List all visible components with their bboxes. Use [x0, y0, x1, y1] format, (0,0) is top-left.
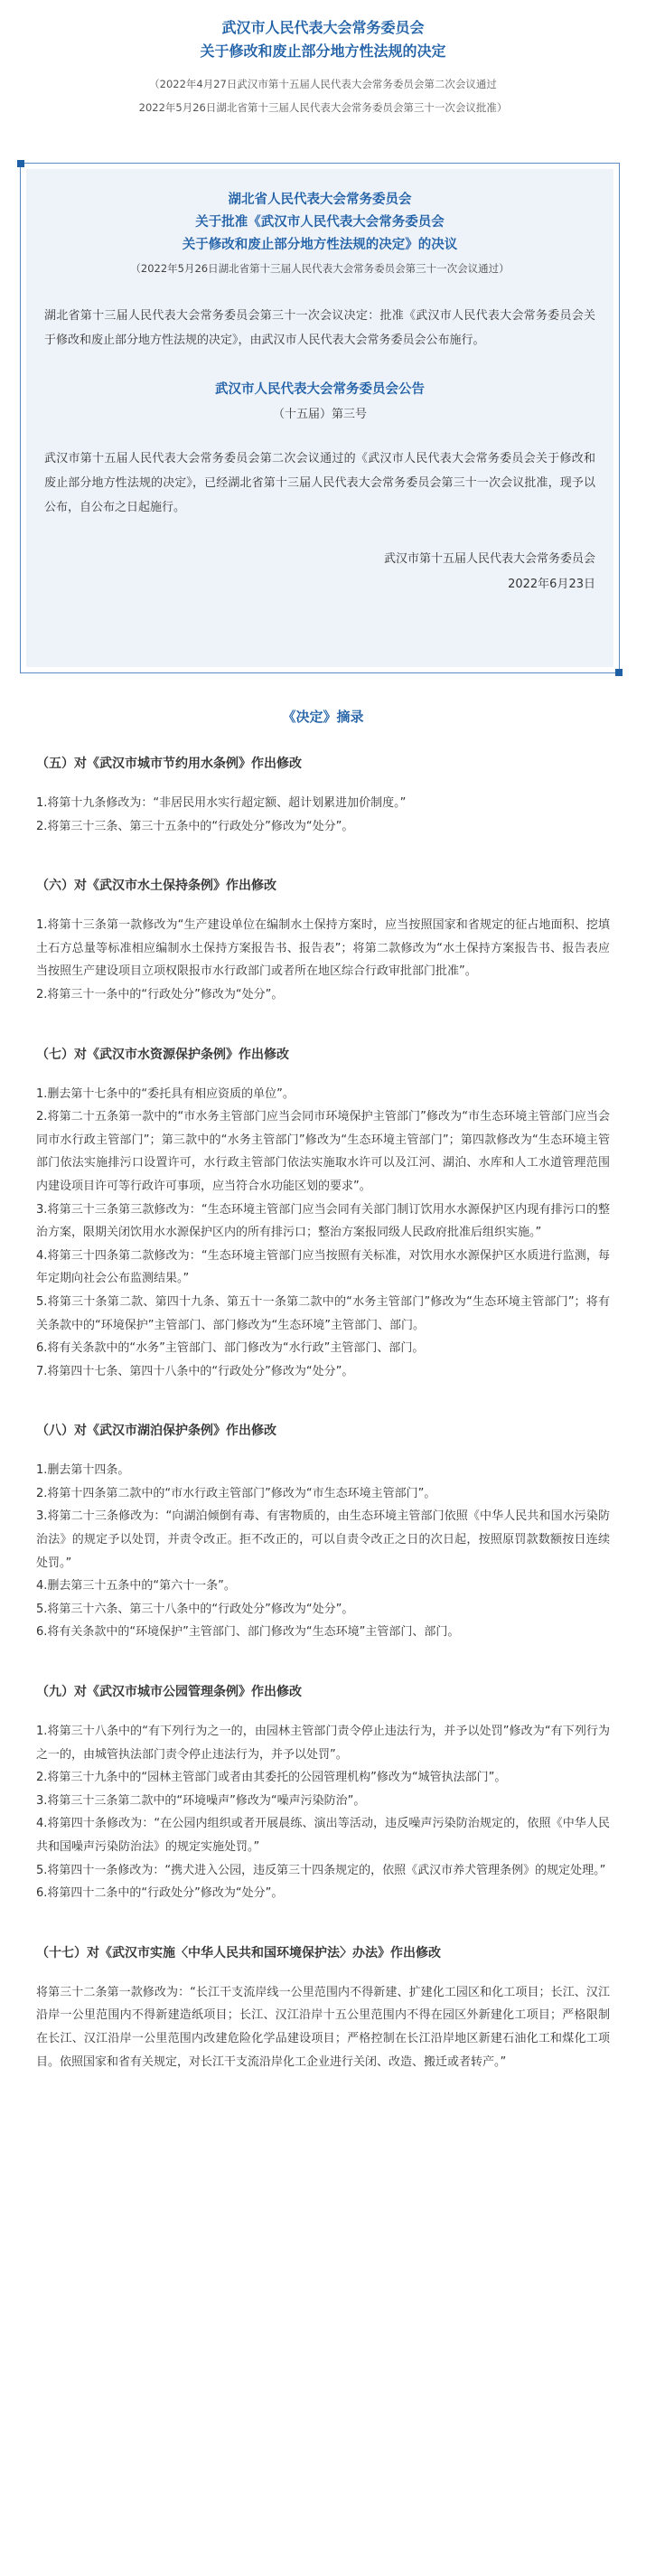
announcement-title: 武汉市人民代表大会常务委员会公告: [215, 382, 425, 397]
announcement-signature: 武汉市第十五届人民代表大会常务委员会: [383, 552, 595, 566]
section-9: [36, 1680, 610, 1905]
section-item: 7.将第四十七条、第四十八条中的“行政处分”修改为“处分”。: [36, 1364, 354, 1378]
section-item: 3.将第三十三条第三款修改为：“生态环境主管部门应当会同有关部门制订饮用水水源保护区内现有排污口的整治方案，限期关闭饮用水水源保护区内的所有排污口；整治方案报同级人民政府批准后组织实施。”: [36, 1202, 610, 1240]
section-item: 3.将第三十三条第二款中的“环境噪声”修改为“噪声污染防治”。: [36, 1793, 366, 1808]
section-5: [36, 752, 610, 838]
document-header: [0, 0, 646, 119]
section-item: 5.将第三十条第二款、第四十九条、第五十一条第二款中的“水务主管部门”修改为“生态环境主管部门”；将有关条款中的“环境保护”主管部门、部门修改为“生态环境”主管部门、部门。: [36, 1294, 610, 1332]
section-item: 2.将第三十三条、第三十五条中的“行政处分”修改为“处分”。: [36, 819, 354, 833]
section-item: 6.将有关条款中的“环境保护”主管部门、部门修改为“生态环境”主管部门、部门。: [36, 1625, 460, 1640]
announcement-number: （十五届）第三号: [272, 408, 367, 421]
section-item: 2.将第二十五条第一款中的“市水务主管部门应当会同市环境保护主管部门”修改为“市生态环境主管部门应当会同市水行政主管部门”；第三款中的“水务主管部门”修改为“生态环境主管部门”；第四款修改为“生态环境主管部门依法实施排污口设置许可，水行政主管部门依法实施取水许可以及江河、湖泊、水库和人工水道管理范围内建设项目许可等行政许可事项，应当符合水功能区划的要求”。: [36, 1110, 610, 1193]
section-item: 1.将第三十八条中的“有下列行为之一的，由园林主管部门责令停止违法行为，并予以处罚”修改为“有下列行为之一的，由城管执法部门责令停止违法行为，并予以处罚”。: [36, 1725, 610, 1762]
section-title: （五）对《武汉市城市节约用水条例》作出修改: [36, 757, 302, 771]
resolution-note: （2022年5月26日湖北省第十三届人民代表大会常务委员会第三十一次会议通过）: [130, 262, 510, 275]
section-item: 2.将第三十九条中的“园林主管部门或者由其委托的公园管理机构”修改为“城管执法部门”。: [36, 1771, 507, 1785]
announcement-paragraph: 武汉市第十五届人民代表大会常务委员会第二次会议通过的《武汉市人民代表大会常务委员会关于修改和废止部分地方性法规的决定》，已经湖北省第十三届人民代表大会常务委员会第三十一次会议批准，现予以公布，自公布之日起施行。: [44, 452, 595, 514]
section-item: 2.将第三十一条中的“行政处分”修改为“处分”。: [36, 987, 284, 1001]
section-item: 将第三十二条第一款修改为：“长江干支流岸线一公里范围内不得新建、扩建化工园区和化工项目；长江、汉江沿岸一公里范围内不得新建造纸项目；长江、汉江沿岸十五公里范围内不得在园区外新建化工项目；严格限制在长江、汉江沿岸一公里范围内改建危险化学品建设项目；严格控制在长江沿岸地区新建石油化工和煤化工项目。依照国家和省有关规定，对长江干支流沿岸化工企业进行关闭、改造、搬迁或者转产。”: [36, 1985, 610, 2069]
section-item: 4.将第三十四条第二款修改为：“生态环境主管部门应当按照有关标准，对饮用水水源保护区水质进行监测，每年定期向社会公布监测结果。”: [36, 1248, 610, 1286]
resolution-title-line-2: 关于批准《武汉市人民代表大会常务委员会: [195, 215, 445, 230]
section-item: 4.将第四十条修改为：“在公园内组织或者开展晨练、演出等活动，违反噪声污染防治规定的，依照《中华人民共和国噪声污染防治法》的规定实施处罚。”: [36, 1817, 610, 1854]
resolution-paragraph: 湖北省第十三届人民代表大会常务委员会第三十一次会议决定：批准《武汉市人民代表大会常务委员会关于修改和废止部分地方性法规的决定》，由武汉市人民代表大会常务委员会公布施行。: [44, 309, 595, 347]
section-6: [36, 874, 610, 1006]
section-item: 5.将第三十六条、第三十八条中的“行政处分”修改为“处分”。: [36, 1602, 354, 1616]
section-item: 1.删去第十七条中的“委托具有相应资质的单位”。: [36, 1086, 295, 1101]
section-title: （八）对《武汉市湖泊保护条例》作出修改: [36, 1424, 276, 1439]
section-17: [36, 1941, 610, 2073]
section-title: （十七）对《武汉市实施〈中华人民共和国环境保护法〉办法》作出修改: [36, 1945, 441, 1960]
section-item: 6.将第四十二条中的“行政处分”修改为“处分”。: [36, 1886, 284, 1901]
section-item: 2.将第十四条第二款中的“市水行政主管部门”修改为“市生态环境主管部门”。: [36, 1486, 436, 1500]
section-item: 1.删去第十四条。: [36, 1463, 130, 1478]
box-corner-bottom-right: [615, 669, 623, 676]
resolution-title-line-1: 湖北省人民代表大会常务委员会: [228, 193, 412, 207]
summary-title: 《决定》摘录: [282, 709, 364, 725]
section-item: 5.将第四十一条修改为：“携犬进入公园，违反第三十四条规定的，依照《武汉市养犬管理条例》的规定处理。”: [36, 1863, 606, 1877]
section-item: 1.将第十九条修改为：“非居民用水实行超定额、超计划累进加价制度。”: [36, 796, 407, 810]
announcement-date: 2022年6月23日: [508, 578, 595, 591]
section-title: （九）对《武汉市城市公园管理条例》作出修改: [36, 1685, 302, 1700]
box-corner-top-left: [17, 160, 24, 167]
document-title-line-1: 武汉市人民代表大会常务委员会: [221, 19, 425, 36]
section-title: （七）对《武汉市水资源保护条例》作出修改: [36, 1047, 289, 1062]
resolution-title-line-3: 关于修改和废止部分地方性法规的决定》的决议: [182, 238, 458, 252]
section-8: [36, 1419, 610, 1644]
adoption-note-line-1: （2022年4月27日武汉市第十五届人民代表大会常务委员会第二次会议通过: [149, 78, 497, 90]
section-title: （六）对《武汉市水土保持条例》作出修改: [36, 879, 276, 894]
document-title-line-2: 关于修改和废止部分地方性法规的决定: [200, 42, 446, 60]
section-item: 6.将有关条款中的“水务”主管部门、部门修改为“水行政”主管部门、部门。: [36, 1341, 425, 1356]
adoption-note-line-2: 2022年5月26日湖北省第十三届人民代表大会常务委员会第三十一次会议批准）: [138, 101, 508, 114]
resolution-box: [20, 163, 620, 673]
section-item: 3.将第二十三条修改为：“向湖泊倾倒有毒、有害物质的，由生态环境主管部门依照《中华人民共和国水污染防治法》的规定予以处罚，并责令改正。拒不改正的，可以自责令改正之日的次日起，按照原罚款数额按日连续处罚。”: [36, 1509, 610, 1570]
decision-summary: [36, 705, 610, 2073]
section-7: [36, 1043, 610, 1384]
section-item: 1.将第十三条第一款修改为“生产建设单位在编制水土保持方案时，应当按照国家和省规定的征占地面积、挖填土石方总量等标准相应编制水土保持方案报告书、报告表”；将第二款修改为“水土保持方案报告书、报告表应当按照生产建设项目立项权限报市水行政部门或者所在地区综合行政审批部门批准”。: [36, 918, 610, 979]
resolution-box-content: [26, 169, 613, 667]
section-item: 4.删去第三十五条中的“第六十一条”。: [36, 1579, 236, 1594]
